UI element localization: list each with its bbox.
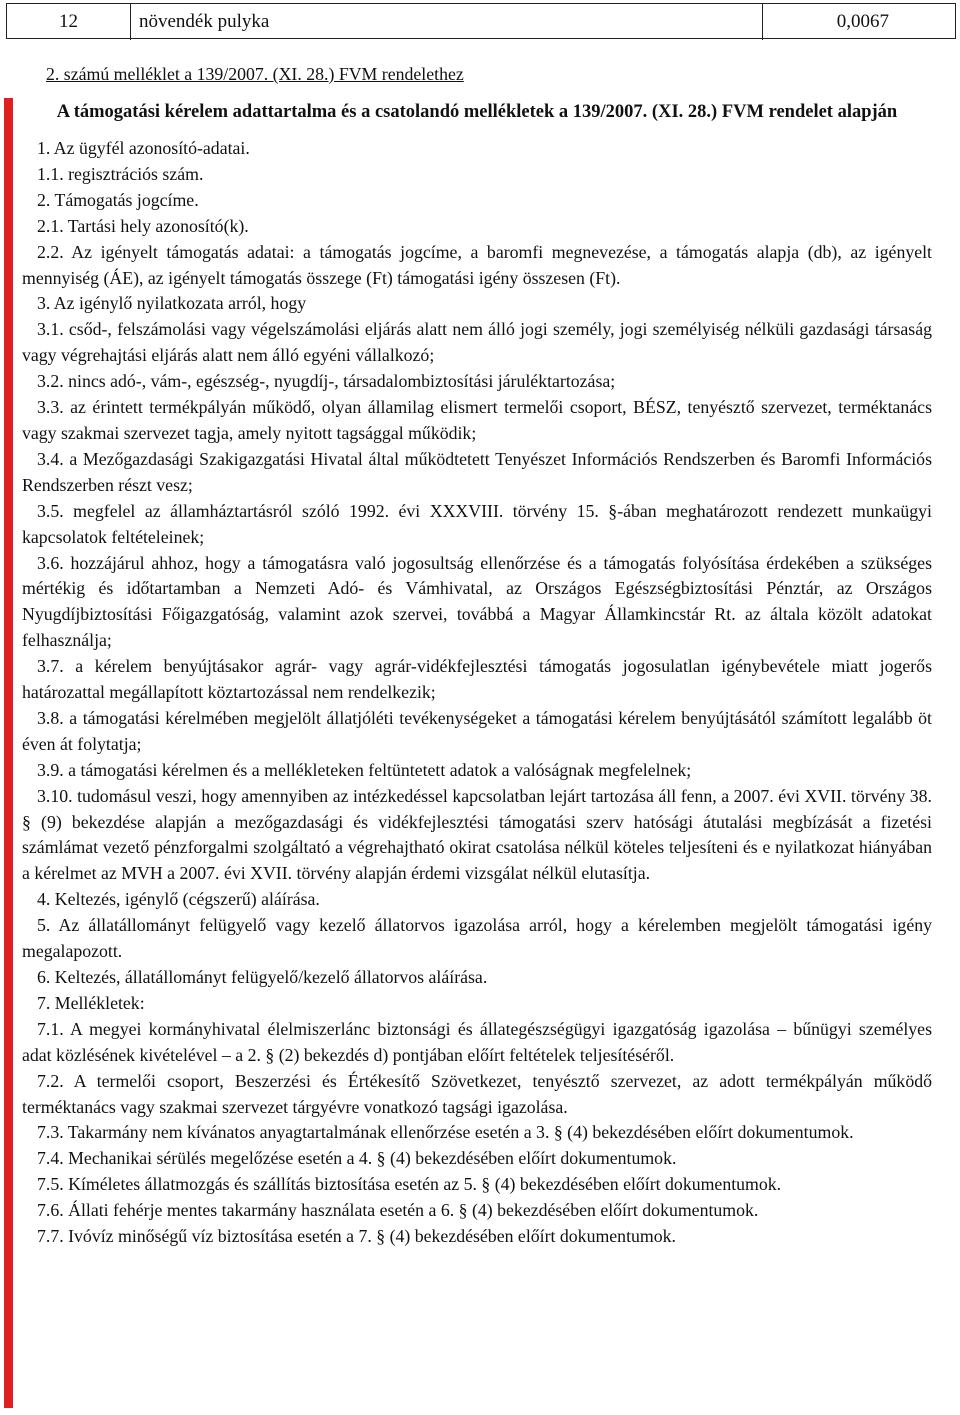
paragraph: 6. Keltezés, állatállományt felügyelő/kezelő állatorvos aláírása. <box>37 967 488 987</box>
paragraph: 2. Támogatás jogcíme. <box>37 189 199 210</box>
paragraph: 3.5. megfelel az államháztartásról szóló 1992. évi XXXVIII. törvény 15. §-ában meghatározott rendezett munkaügyi kapcsolatok feltételeinek; <box>22 500 932 547</box>
annex-reference: 2. számú melléklet a 139/2007. (XI. 28.) FVM rendelethez <box>46 64 464 84</box>
paragraph: 7.4. Mechanikai sérülés megelőzése esetén a 4. § (4) bekezdésében előírt dokumentumok. <box>37 1148 677 1169</box>
table-row <box>6 3 956 39</box>
document-body <box>22 60 932 1250</box>
paragraph: 7.7. Ivóvíz minőségű víz biztosítása esetén a 7. § (4) bekezdésében előírt dokumentumok. <box>37 1226 676 1247</box>
paragraph: 5. Az állatállományt felügyelő vagy kezelő állatorvos igazolása arról, hogy a kérelemben megjelölt támogatási igény megalapozott. <box>22 915 932 962</box>
paragraph: 3.1. csőd-, felszámolási vagy végelszámolási eljárás alatt nem álló jogi személy, jogi személyiség nélküli gazdasági társaság vagy végrehajtási eljárás alatt nem álló egyéni vállalkozó; <box>22 319 932 366</box>
paragraph-list <box>22 136 932 1250</box>
paragraph: 3.8. a támogatási kérelmében megjelölt állatjóléti tevékenységeket a támogatási kérelem benyújtásától számított legalább öt éven át folytatja; <box>22 707 932 754</box>
paragraph: 3.7. a kérelem benyújtásakor agrár- vagy agrár-vidékfejlesztési támogatás jogosulatlan igénybevétele miatt jogerős határozattal megállapított köztartozással nem rendelkezik; <box>22 656 932 703</box>
paragraph: 3.9. a támogatási kérelmen és a mellékleteken feltüntetett adatok a valóságnak megfelelnek; <box>37 759 692 780</box>
row-name: növendék pulyka <box>131 4 763 40</box>
change-bar <box>4 98 13 1408</box>
paragraph: 1. Az ügyfél azonosító-adatai. <box>37 138 250 158</box>
paragraph: 7.5. Kíméletes állatmozgás és szállítás biztosítása esetén az 5. § (4) bekezdésében előírt dokumentumok. <box>37 1174 782 1195</box>
paragraph: 7.6. Állati fehérje mentes takarmány használata esetén a 6. § (4) bekezdésében előírt dokumentumok. <box>37 1200 759 1221</box>
paragraph: 4. Keltezés, igénylő (cégszerű) aláírása. <box>37 889 320 910</box>
paragraph: 3.4. a Mezőgazdasági Szakigazgatási Hivatal által működtetett Tenyészet Információs Rendszerben és Baromfi Információs Rendszerben részt vesz; <box>22 448 932 495</box>
paragraph: 3.6. hozzájárul ahhoz, hogy a támogatásra való jogosultság ellenőrzése és a támogatás folyósítása érdekében a szükséges mértékig és időtartamban a Nemzeti Adó- és Vámhivatal, az Országos Egészségbiztosítási Pénztár, az Országos Nyugdíjbiztosítási Főigazgatóság, valamint azok szervei, továbbá a Magyar Államkincstár Rt. az általa közölt adatokat felhasználja; <box>22 552 932 651</box>
paragraph: 3. Az igénylő nyilatkozata arról, hogy <box>37 293 307 314</box>
paragraph: 7.2. A termelői csoport, Beszerzési és Értékesítő Szövetkezet, tenyésztő szervezet, az adott termékpályán működő terméktanács vagy szakmai szervezet tárgyévre vonatkozó tagsági igazolása. <box>22 1070 932 1117</box>
paragraph: 2.2. Az igényelt támogatás adatai: a támogatás jogcíme, a baromfi megnevezése, a támogatás alapja (db), az igényelt mennyiség (ÁE), az igényelt támogatás összege (Ft) támogatási igény összesen (Ft). <box>22 241 932 288</box>
paragraph: 7.1. A megyei kormányhivatal élelmiszerlánc biztonsági és állategészségügyi igazgatóság igazolása – bűnügyi személyes adat közlésének kivételével – a 2. § (2) bekezdés d) pontjában előírt feltételek teljesítéséről. <box>22 1018 932 1065</box>
paragraph: 3.2. nincs adó-, vám-, egészség-, nyugdíj-, társadalombiztosítási járuléktartozása; <box>37 371 616 392</box>
row-number: 12 <box>7 4 131 40</box>
paragraph: 3.10. tudomásul veszi, hogy amennyiben az intézkedéssel kapcsolatban lejárt tartozása áll fenn, a 2007. évi XVII. törvény 38. § (9) bekezdése alapján a mezőgazdasági és vidékfejlesztési támogatási szerv hatósági átutalási megbízását a fizetési számlámat vezető pénzforgalmi szolgáltató a végrehajtható okirat csatolása nélkül köteles teljesíteni és e nyilatkozat hiányában a kérelmet az MVH a 2007. évi XVII. törvény alapján érdemi vizsgálat nélkül elutasítja. <box>22 785 932 884</box>
paragraph: 3.3. az érintett termékpályán működő, olyan államilag elismert termelői csoport, BÉSZ, tenyésztő szervezet, terméktanács vagy szakmai szervezet tagja, amely nyitott tagsággal működik; <box>22 397 932 443</box>
row-value: 0,0067 <box>836 11 889 32</box>
paragraph: 7. Mellékletek: <box>37 992 145 1013</box>
paragraph: 7.3. Takarmány nem kívánatos anyagtartalmának ellenőrzése esetén a 3. § (4) bekezdésében előírt dokumentumok. <box>37 1122 854 1143</box>
paragraph: 2.1. Tartási hely azonosító(k). <box>37 215 249 236</box>
document-title: A támogatási kérelem adattartalma és a csatolandó mellékletek a 139/2007. (XI. 28.) FVM rendelet alapján <box>56 102 898 122</box>
paragraph: 1.1. regisztrációs szám. <box>37 163 204 184</box>
